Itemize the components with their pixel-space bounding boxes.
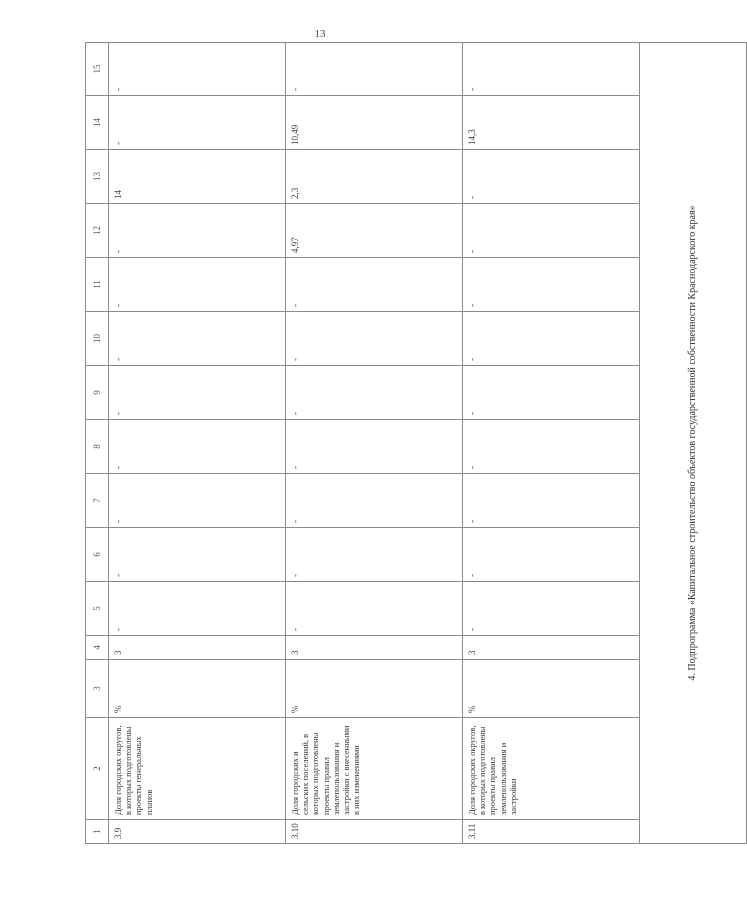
value-cell: 14,3 (463, 96, 640, 150)
value-cell: - (463, 150, 640, 204)
value-cell: - (286, 366, 463, 420)
header-cell: 9 (86, 366, 109, 420)
value-cell: - (463, 366, 640, 420)
value-cell: - (109, 474, 286, 528)
page-number: 13 (314, 28, 326, 40)
value-cell: - (109, 204, 286, 258)
header-cell: 2 (86, 718, 109, 820)
value-cell: - (463, 43, 640, 96)
value-cell: - (286, 474, 463, 528)
value-cell: - (109, 258, 286, 312)
indicator-name: Доля городских и сельских поселений, в которых подготовлены проекты правил землепользования и застройки с внесенными в них изменениями (286, 718, 463, 820)
value-cell: - (286, 582, 463, 636)
value-cell: - (109, 366, 286, 420)
value-cell: - (463, 582, 640, 636)
unit-cell: % (109, 660, 286, 718)
row-number: 3.9 (109, 820, 286, 844)
indicators-table (85, 42, 747, 844)
value-cell: - (286, 420, 463, 474)
header-cell: 12 (86, 204, 109, 258)
value-cell: - (109, 582, 286, 636)
header-cell: 15 (86, 43, 109, 96)
value-cell: 3 (286, 636, 463, 660)
indicator-name: Доля городских округов, в которых подготовлены проекты генеральных планов (109, 718, 286, 820)
header-cell: 10 (86, 312, 109, 366)
value-cell: 4,97 (286, 204, 463, 258)
header-cell: 6 (86, 528, 109, 582)
header-cell: 13 (86, 150, 109, 204)
value-cell: - (286, 258, 463, 312)
value-cell: 3 (463, 636, 640, 660)
table-row (109, 43, 286, 844)
table-row (463, 43, 640, 844)
rotated-table-wrapper (85, 43, 698, 844)
value-cell: - (109, 528, 286, 582)
value-cell: - (286, 312, 463, 366)
indicator-name: Доля городских округов, в которых подготовлены проекты правил землепользования и застройки (463, 718, 640, 820)
value-cell: 2,3 (286, 150, 463, 204)
unit-cell: % (463, 660, 640, 718)
header-cell: 3 (86, 660, 109, 718)
subprogram-title: 4. Подпрограмма «Капитальное строительство объектов государственной собственности Краснодарского края» (640, 43, 747, 844)
value-cell: 10,49 (286, 96, 463, 150)
value-cell: - (463, 474, 640, 528)
table-row (286, 43, 463, 844)
header-cell: 1 (86, 820, 109, 844)
header-cell: 4 (86, 636, 109, 660)
header-cell: 7 (86, 474, 109, 528)
value-cell: - (286, 43, 463, 96)
value-cell: - (286, 528, 463, 582)
value-cell: - (109, 96, 286, 150)
table-header-row (86, 43, 109, 844)
value-cell: - (109, 420, 286, 474)
row-number: 3.10 (286, 820, 463, 844)
value-cell: - (463, 420, 640, 474)
value-cell: - (463, 204, 640, 258)
value-cell: 3 (109, 636, 286, 660)
header-cell: 5 (86, 582, 109, 636)
value-cell: 14 (109, 150, 286, 204)
header-cell: 8 (86, 420, 109, 474)
header-cell: 11 (86, 258, 109, 312)
subprogram-row (640, 43, 747, 844)
value-cell: - (463, 258, 640, 312)
row-number: 3.11 (463, 820, 640, 844)
header-cell: 14 (86, 96, 109, 150)
value-cell: - (109, 312, 286, 366)
value-cell: - (463, 312, 640, 366)
unit-cell: % (286, 660, 463, 718)
value-cell: - (463, 528, 640, 582)
value-cell: - (109, 43, 286, 96)
